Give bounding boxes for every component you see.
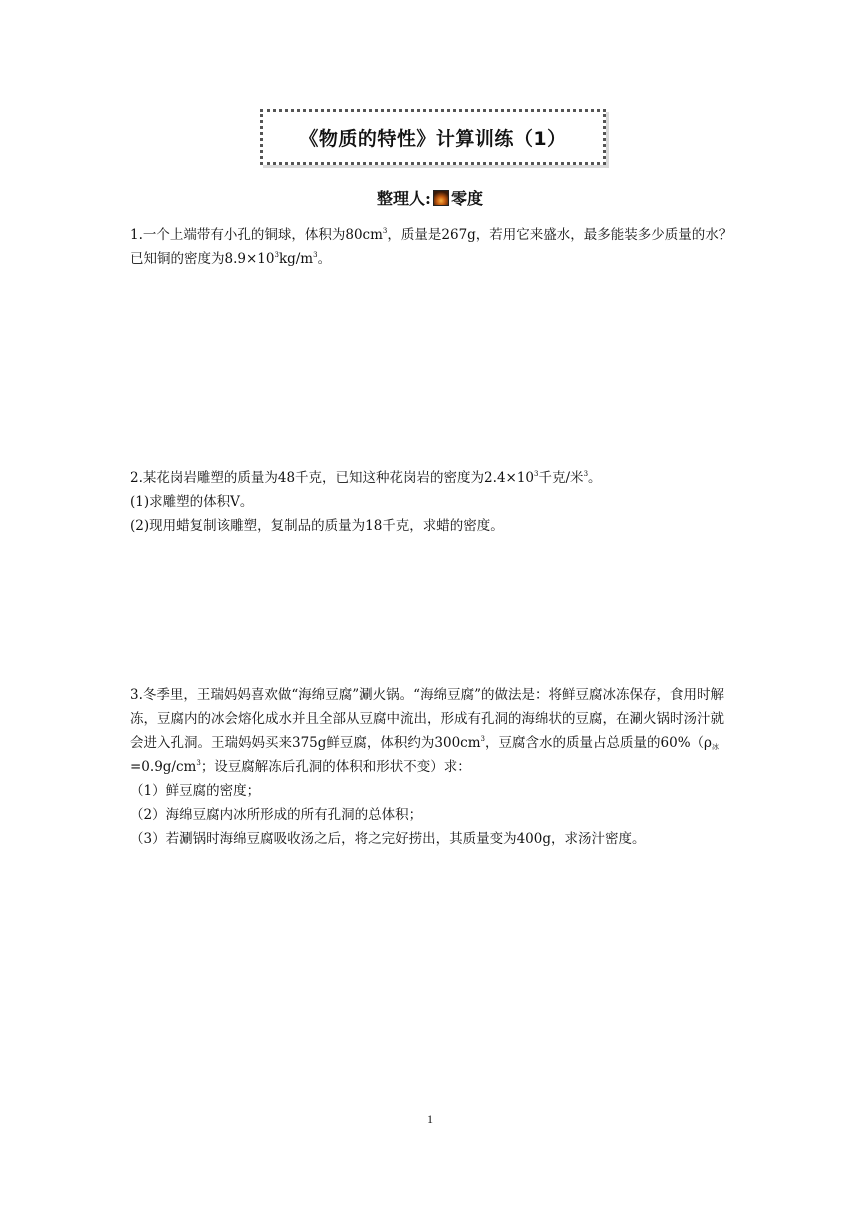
page-number: 1 [427, 1112, 433, 1126]
question-3-sub-2: （2）海绵豆腐内冰所形成的所有孔洞的总体积； [130, 807, 423, 823]
avatar-icon [433, 190, 449, 206]
question-2-text: 2.某花岗岩雕塑的质量为48千克，已知这种花岗岩的密度为$2.4\times 10^3$千克/米$^3$。 [130, 470, 602, 486]
question-1 [130, 223, 735, 271]
question-3 [130, 683, 735, 851]
author-line [0, 186, 860, 209]
question-2-sub-2: (2)现用蜡复制该雕塑，复制品的质量为18千克，求蜡的密度。 [130, 518, 504, 534]
question-3-sub-3: （3）若涮锅时海绵豆腐吸收汤之后，将之完好捞出，其质量变为400g，求汤汁密度。 [130, 831, 646, 847]
document-title: 《物质的特性》计算训练（1） [299, 127, 567, 150]
question-1-text: 1.一个上端带有小孔的铜球，体积为$80cm^3$，质量是267g，若用它来盛水，最多能装多少质量的水？已知铜的密度为$8.9\times 10^3kg/m^3$。 [130, 227, 733, 267]
author-name: 零度 [450, 189, 483, 208]
question-3-text: 3.冬季里，王瑞妈妈喜欢做“海绵豆腐”涮火锅。“海绵豆腐”的做法是：将鲜豆腐冰冻保存，食用时解冻，豆腐内的冰会熔化成水并且全部从豆腐中流出，形成有孔洞的海绵状的豆腐，在涮火锅时汤汁就会进入孔洞。王瑞妈妈买来375g鲜豆腐，体积约为$300cm^3$，豆腐含水的质量占总质量的$60\%(\rho_冰=0.9g/cm^3$；设豆腐解冻后孔洞的体积和形状不变）求： [130, 687, 724, 775]
question-3-sub-1: （1）鲜豆腐的密度； [130, 783, 261, 799]
title-box [260, 109, 606, 165]
author-label: 整理人: [377, 189, 431, 208]
question-2-sub-1: (1)求雕塑的体积V。 [130, 494, 254, 510]
question-2 [130, 466, 735, 538]
